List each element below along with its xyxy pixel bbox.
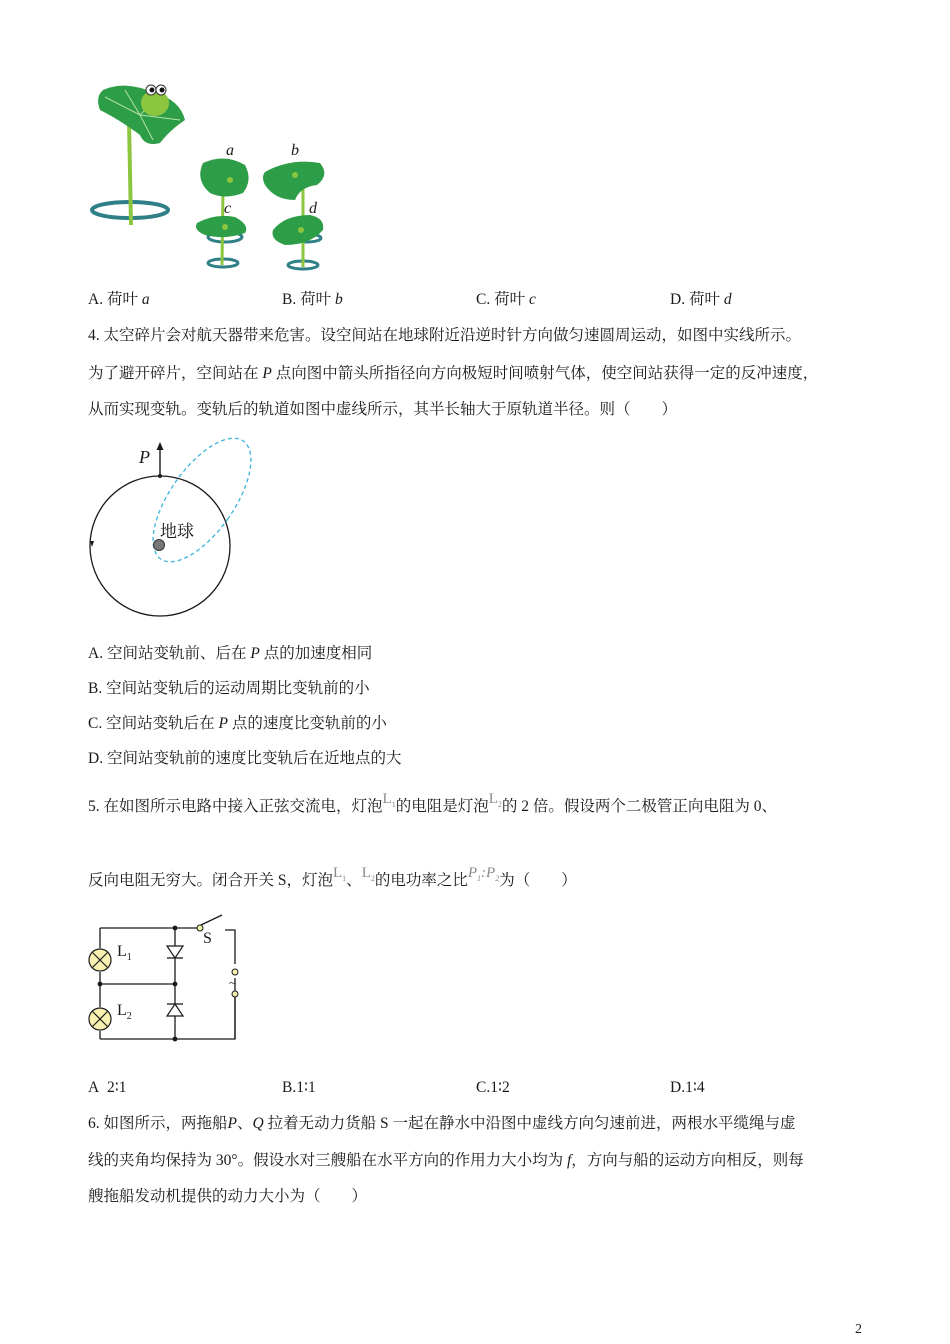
q3-option-b[interactable]: B. 荷叶 b bbox=[282, 291, 343, 308]
switch-s-label: S bbox=[203, 930, 212, 947]
lamp-l2-icon bbox=[89, 1008, 111, 1030]
q6-stem-line2: 线的夹角均保持为 30°。假设水对三艘船在水平方向的作用力大小均为 f，方向与船的运动方向相反，则每 bbox=[88, 1152, 804, 1169]
q5-option-c[interactable]: C.1∶2 bbox=[476, 1079, 510, 1096]
q3-option-a[interactable]: A. 荷叶 a bbox=[88, 291, 150, 308]
q5-stem-line1: 5. 在如图所示电路中接入正弦交流电，灯泡$L_1$的电阻是灯泡$L_2$的 2 倍。假设两个二极管正向电阻为 0、 bbox=[88, 791, 778, 815]
leaf-label-b: b bbox=[291, 142, 299, 159]
q5-option-a[interactable]: A 2∶1 bbox=[88, 1079, 127, 1096]
q6-stem-line3: 艘拖船发动机提供的动力大小为（ ） bbox=[88, 1188, 368, 1205]
radial-arrow-icon bbox=[157, 442, 164, 450]
page-number: 2 bbox=[855, 1322, 862, 1337]
q4-option-b[interactable]: B. 空间站变轨后的运动周期比变轨前的小 bbox=[88, 680, 370, 697]
leaf-label-d: d bbox=[309, 200, 317, 217]
q3-option-c[interactable]: C. 荷叶 c bbox=[476, 291, 536, 308]
leaf-label-c: c bbox=[224, 200, 232, 217]
q4-stem-line2: 为了避开碎片，空间站在 P 点向图中箭头所指径向方向极短时间喷射气体，使空间站获得一定的反冲速度， bbox=[88, 365, 819, 382]
q5-stem-line2: 反向电阻无穷大。闭合开关 S，灯泡$L_1$、$L_2$的电功率之比$P_1:P_2$为（ ） bbox=[88, 865, 577, 889]
lamp-l1-icon bbox=[89, 949, 111, 971]
lamp-l1-label: $L_1$ bbox=[117, 943, 132, 964]
q4-option-a[interactable]: A. 空间站变轨前、后在 P 点的加速度相同 bbox=[88, 645, 373, 662]
point-p-label: P bbox=[139, 447, 150, 467]
q4-option-c[interactable]: C. 空间站变轨后在 P 点的速度比变轨前的小 bbox=[88, 715, 387, 732]
circuit-diagram bbox=[85, 912, 245, 1044]
diode-1-icon bbox=[167, 946, 183, 958]
lotus-leaf-figure bbox=[85, 75, 345, 275]
q6-stem-line1: 6. 如图所示，两拖船P、Q 拉着无动力货船 S 一起在静水中沿图中虚线方向匀速前进，两根水平缆绳与虚 bbox=[88, 1115, 796, 1132]
q3-option-d[interactable]: D. 荷叶 d bbox=[670, 291, 732, 308]
q4-option-d[interactable]: D. 空间站变轨前的速度比变轨后在近地点的大 bbox=[88, 750, 402, 767]
elliptical-orbit bbox=[134, 428, 252, 577]
ac-source-label: ~ bbox=[229, 975, 237, 990]
q5-option-b[interactable]: B.1∶1 bbox=[282, 1079, 316, 1096]
q5-option-d[interactable]: D.1∶4 bbox=[670, 1079, 705, 1096]
q4-stem-line3: 从而实现变轨。变轨后的轨道如图中虚线所示，其半长轴大于原轨道半径。则（ ） bbox=[88, 401, 678, 418]
lamp-l2-label: $L_2$ bbox=[117, 1002, 132, 1023]
earth-label: 地球 bbox=[160, 522, 194, 541]
diode-2-icon bbox=[167, 1004, 183, 1016]
leaf-label-a: a bbox=[226, 142, 234, 159]
q4-stem-line1: 4. 太空碎片会对航天器带来危害。设空间站在地球附近沿逆时针方向做匀速圆周运动，如图中实线所示。 bbox=[88, 327, 802, 344]
